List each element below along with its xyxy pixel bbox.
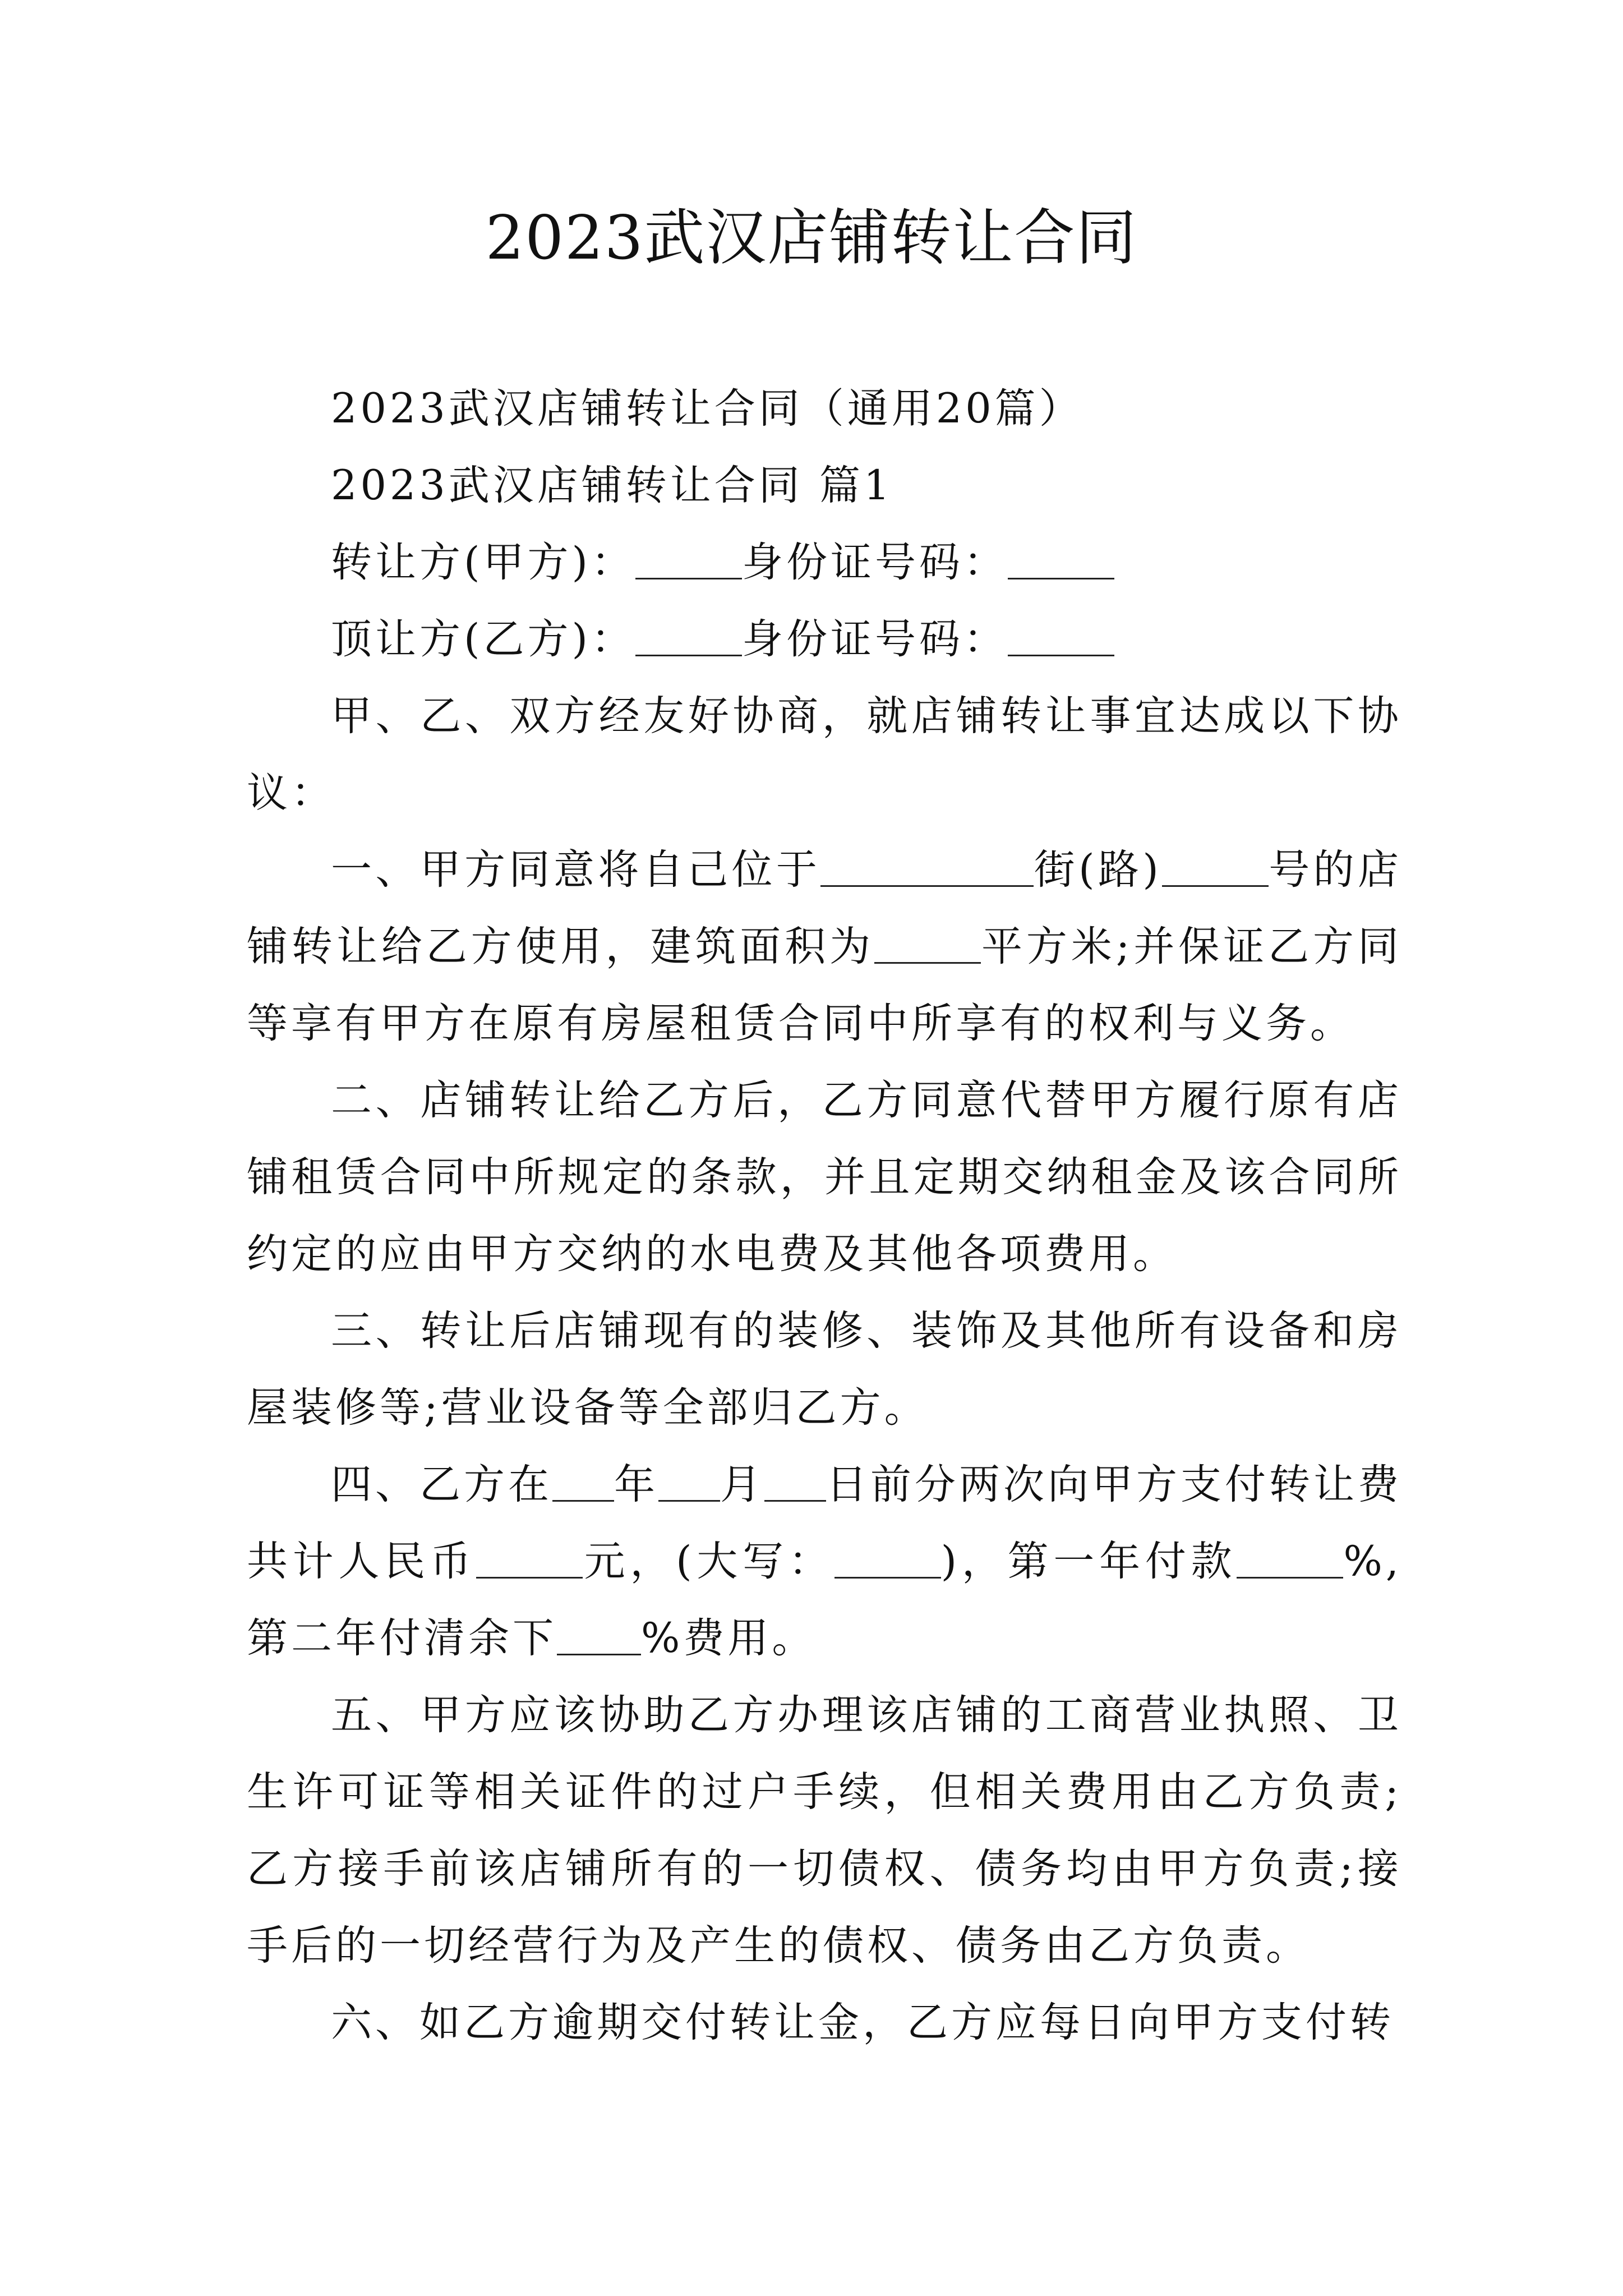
document-title: 2023武汉店铺转让合同 [485, 203, 1138, 273]
remaining-percent-blank [557, 1614, 641, 1655]
party-a-id-label: 身份证号码： [741, 539, 1008, 586]
area-blank [874, 923, 981, 964]
clause-4-text-e: 元，(大写： [582, 1538, 834, 1585]
clause-1-text-c: 号的店铺转让给乙方使用，建筑面积为 [247, 846, 1402, 970]
day-blank [764, 1461, 826, 1502]
document-body [247, 370, 1402, 2061]
amount-blank [476, 1538, 583, 1579]
clause-4-text-g: %,第二年付清余下 [247, 1538, 1403, 1662]
party-b-id-blank [1008, 615, 1114, 656]
clause-4 [247, 1446, 1402, 1677]
party-b-name-blank [635, 615, 742, 656]
street-blank [820, 846, 1034, 887]
first-year-percent-blank [1237, 1538, 1343, 1579]
party-b-label: 顶让方(乙方)： [331, 615, 635, 663]
month-blank [658, 1461, 720, 1502]
clause-5: 五、甲方应该协助乙方办理该店铺的工商营业执照、卫生许可证等相关证件的过户手续，但相关费用由乙方负责;乙方接手前该店铺所有的一切债权、债务均由甲方负责;接手后的一切经营行为及产生的债权、债务由乙方负责。 [247, 1691, 1402, 1970]
clause-6: 六、如乙方逾期交付转让金，乙方应每日向甲方支付转 [331, 1999, 1394, 2046]
party-a-id-blank [1008, 539, 1114, 579]
clause-4-text-a: 四、乙方在 [331, 1461, 552, 1508]
number-blank [1162, 846, 1269, 887]
party-a-line [247, 524, 1402, 601]
party-b-line [247, 601, 1402, 678]
clause-1-text-a: 一、甲方同意将自己位于 [331, 846, 821, 894]
clause-4-text-f: )，第一年付款 [940, 1538, 1237, 1585]
clause-4-text-h: %费用。 [641, 1614, 817, 1662]
clause-1 [247, 831, 1402, 1062]
amount-words-blank [834, 1538, 941, 1579]
chapter-heading: 2023武汉店铺转让合同 篇1 [331, 462, 893, 509]
clause-4-text-d: 日前分两次向甲方支付转让费共计人民币 [247, 1461, 1402, 1585]
clause-1-text-d: 平方米;并保证乙方同等享有甲方在原有房屋租赁合同中所享有的权利与义务。 [247, 923, 1402, 1047]
document-subtitle: 2023武汉店铺转让合同（通用20篇） [331, 385, 1083, 432]
clause-3: 三、转让后店铺现有的装修、装饰及其他所有设备和房屋装修等;营业设备等全部归乙方。 [247, 1307, 1402, 1432]
party-b-id-label: 身份证号码： [741, 615, 1008, 663]
party-a-name-blank [635, 539, 742, 579]
clause-4-text-b: 年 [614, 1461, 658, 1508]
party-a-label: 转让方(甲方)： [331, 539, 635, 586]
year-blank [552, 1461, 614, 1502]
intro-paragraph: 甲、乙、双方经友好协商，就店铺转让事宜达成以下协议： [247, 692, 1402, 817]
clause-2: 二、店铺转让给乙方后，乙方同意代替甲方履行原有店铺租赁合同中所规定的条款，并且定期交纳租金及该合同所约定的应由甲方交纳的水电费及其他各项费用。 [247, 1076, 1402, 1278]
clause-4-text-c: 月 [720, 1461, 764, 1508]
clause-1-text-b: 街(路) [1034, 846, 1162, 894]
